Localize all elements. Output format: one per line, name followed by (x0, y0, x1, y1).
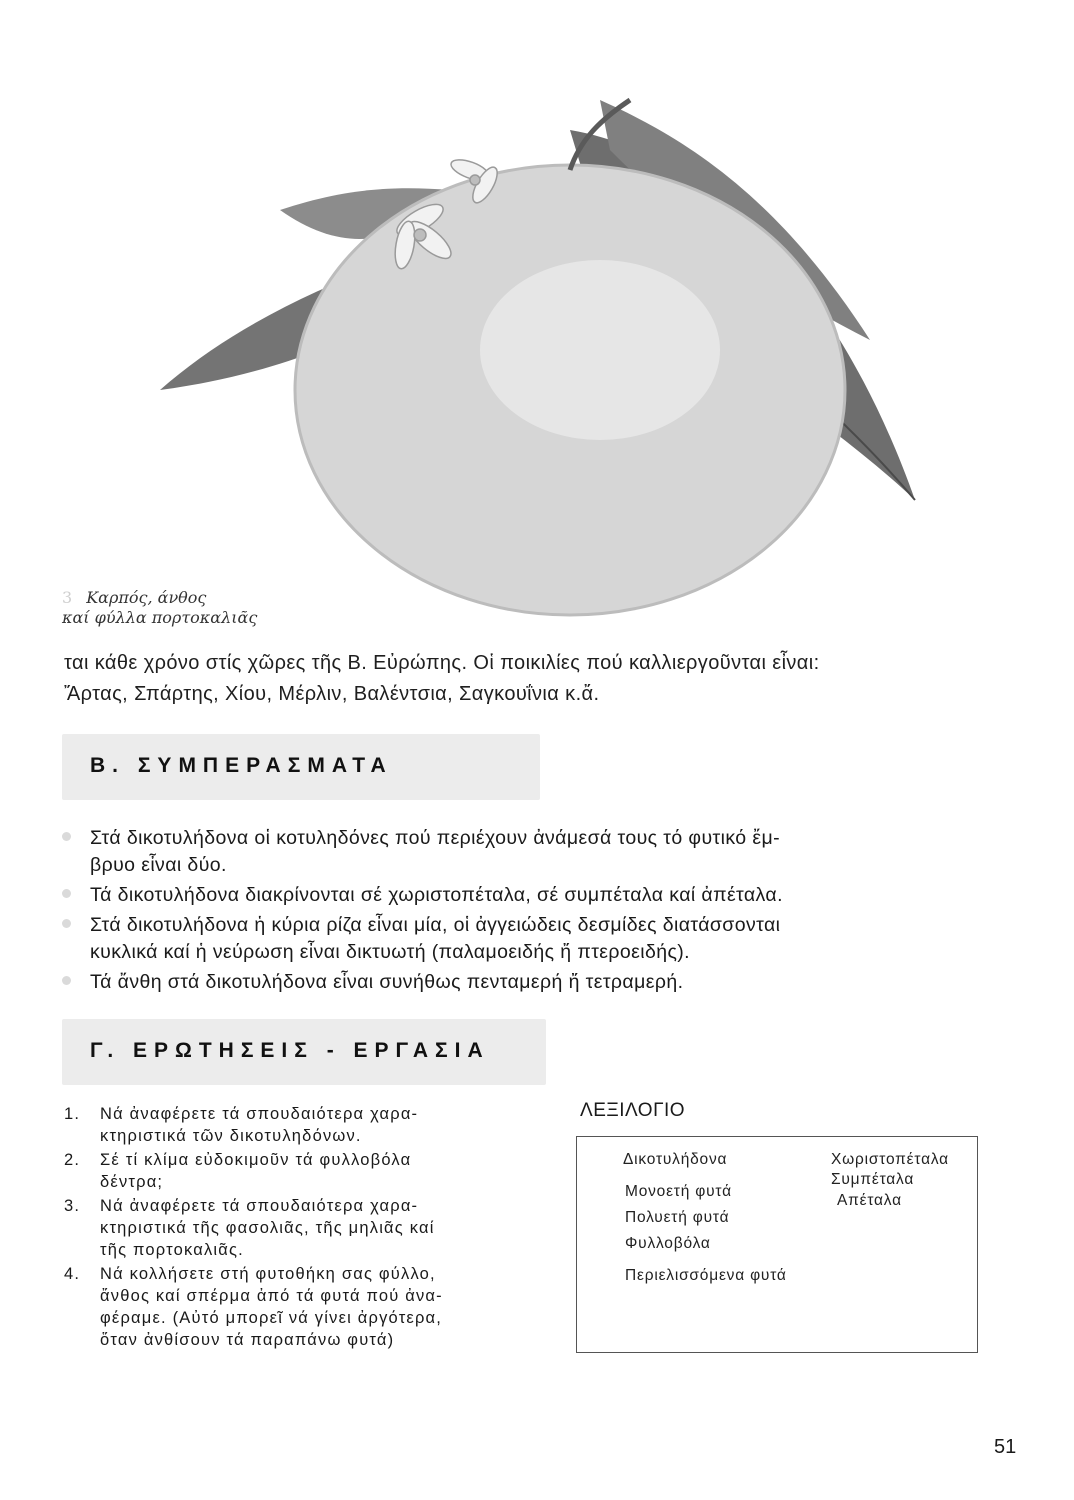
figure-caption (62, 588, 362, 628)
question-item: 1. Νά ἀναφέρετε τά σπουδαιότερα χαρα- κτηριστικά τῶν δικοτυληδόνων. (64, 1105, 419, 1145)
page-number: 51 (994, 1436, 1017, 1458)
conclusions-heading: Β. ΣΥΜΠΕΡΑΣΜΑΤΑ (90, 754, 393, 777)
conclusion-item: Τά δικοτυλήδονα διακρίνονται σέ χωριστοπέταλα, σέ συμπέταλα καί ἀπέταλα. (62, 882, 1022, 909)
glossary-term: Απέταλα (837, 1192, 902, 1209)
bullet-icon (62, 919, 71, 928)
glossary-term: Περιελισσόμενα φυτά (625, 1267, 787, 1284)
intro-line-2: Ἄρτας, Σπάρτης, Χίου, Μέρλιν, Βαλέντσια, Σαγκουΐνια κ.ἄ. (64, 683, 600, 705)
orange-fruit-illustration (130, 80, 960, 620)
question-item: 4. Νά κολλήσετε στή φυτοθήκη σας φύλλο, ἄνθος καί σπέρμα ἀπό τά φυτά πού ἀνα- φέραμε. (Αὐτό μπορεῖ νά γίνει ἀργότερα, ὅταν ἀνθίσουν τά παραπάνω φυτά) (64, 1265, 443, 1349)
question-number: 1. (64, 1105, 81, 1123)
glossary-box (576, 1136, 978, 1353)
glossary-term: Φυλλοβόλα (625, 1235, 711, 1252)
conclusion-item: Στά δικοτυλήδονα ἡ κύρια ρίζα εἶναι μία, οἱ ἀγγειώδεις δεσμίδες διατάσσονται κυκλικά καί ἡ νεύρωση εἶναι δικτυωτή (παλαμοειδής ἤ πτεροειδής). (62, 912, 1022, 966)
glossary-title: ΛΕΞΙΛΟΓΙΟ (580, 1100, 686, 1121)
question-number: 4. (64, 1265, 81, 1283)
conclusions-heading-band (62, 734, 540, 800)
conclusion-item: Στά δικοτυλήδονα οἱ κοτυληδόνες πού περιέχουν ἀνάμεσά τους τό φυτικό ἔμ- βρυο εἶναι δύο. (62, 825, 1022, 879)
question-number: 3. (64, 1197, 81, 1215)
question-item: 3. Νά ἀναφέρετε τά σπουδαιότερα χαρα- κτηριστικά τῆς φασολιᾶς, τῆς μηλιᾶς καί τῆς πορτοκαλιᾶς. (64, 1197, 435, 1259)
glossary-term: Μονοετή φυτά (625, 1183, 732, 1200)
bullet-icon (62, 889, 71, 898)
intro-line-1: ται κάθε χρόνο στίς χῶρες τῆς Β. Εὐρώπης. Οἱ ποικιλίες πού καλλιεργοῦνται εἶναι: (64, 652, 820, 674)
conclusion-item: Τά ἄνθη στά δικοτυλήδονα εἶναι συνήθως πενταμερή ἤ τετραμερή. (62, 969, 1022, 996)
bullet-icon (62, 976, 71, 985)
questions-heading: Γ. ΕΡΩΤΗΣΕΙΣ - ΕΡΓΑΣΙΑ (90, 1039, 490, 1062)
caption-line-1: Καρπός, άνθος (86, 588, 207, 607)
conclusions-list (62, 825, 1022, 999)
figure-number: 3 (62, 588, 73, 607)
questions-heading-band (62, 1019, 546, 1085)
glossary-term: Πολυετή φυτά (625, 1209, 730, 1226)
glossary-term: Χωριστοπέταλα (831, 1151, 949, 1168)
question-number: 2. (64, 1151, 81, 1169)
glossary-term: Συμπέταλα (831, 1171, 915, 1188)
questions-list (64, 1103, 546, 1353)
question-item: 2. Σέ τί κλίμα εὐδοκιμοῦν τά φυλλοβόλα δέντρα; (64, 1151, 412, 1191)
glossary-term: Δικοτυλήδονα (623, 1151, 728, 1168)
bullet-icon (62, 832, 71, 841)
caption-line-2: καί φύλλα πορτοκαλιᾶς (62, 608, 258, 627)
